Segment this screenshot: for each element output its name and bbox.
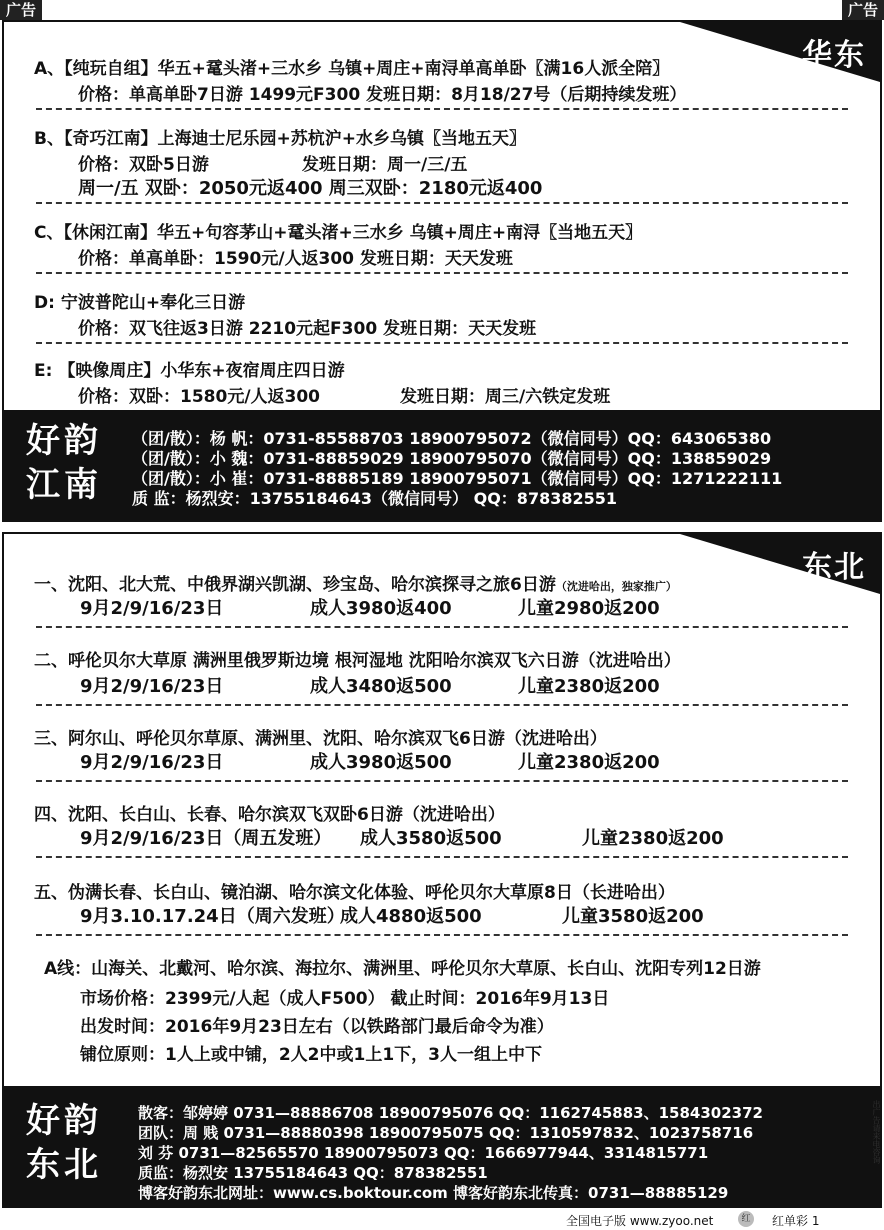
region-label-huadong: 华东 — [802, 38, 866, 73]
contact-2: （团/散）：小 魏：0731-88859029 18900795070（微信同号）QQ：138859029 — [132, 449, 772, 468]
ad-tag-left: 广告 — [0, 0, 42, 20]
route-2-title: 二、呼伦贝尔大草原 满洲里俄罗斯边境 根河湿地 沈阳哈尔滨双飞六日游（沈进哈出） — [34, 651, 681, 671]
route-3-date: 9月2/9/16/23日 — [80, 752, 224, 773]
route-3-child: 儿童2380返200 — [518, 752, 660, 773]
contact-4: 质 监：杨烈安：13755184643（微信同号） QQ：878382551 — [132, 489, 618, 508]
route-4-adult: 成人3580返500 — [360, 828, 502, 849]
divider — [36, 626, 848, 628]
divider — [36, 856, 848, 858]
item-e-title: E: 【映像周庄】小华东+夜宿周庄四日游 — [34, 361, 345, 381]
item-a-title: A、【纯玩自组】华五+鼋头渚+三水乡 乌镇+周庄+南浔单高单卧〖满16人派全陪〗 — [34, 59, 670, 79]
route-5-title: 五、伪满长春、长白山、镜泊湖、哈尔滨文化体验、呼伦贝尔大草原8日（长进哈出） — [34, 883, 675, 903]
item-b-title: B、【奇巧江南】上海迪士尼乐园+苏杭沪+水乡乌镇〖当地五天〗 — [34, 129, 526, 149]
item-d-title: D: 宁波普陀山+奉化三日游 — [34, 293, 246, 313]
route-5-date: 9月3.10.17.24日（周六发班） — [80, 906, 345, 927]
aline-price: 市场价格：2399元/人起（成人F500） 截止时间：2016年9月13日 — [80, 989, 610, 1009]
dongbei-section — [2, 532, 882, 1208]
route-1-note: （沈进哈出，独家推广） — [555, 580, 677, 593]
huadong-footer — [4, 410, 880, 520]
item-c-line1: 价格：单高单卧：1590元/人返300 发班日期：天天发班 — [78, 249, 513, 269]
contact-3: 刘 芬 0731—82565570 18900795073 QQ：1666977944、3314815771 — [138, 1144, 709, 1162]
brand-line1: 好韵 — [26, 421, 102, 461]
item-e-line2: 发班日期：周三/六铁定发班 — [400, 387, 611, 407]
divider — [36, 202, 848, 204]
aline-depart: 出发时间：2016年9月23日左右（以铁路部门最后命令为准） — [80, 1017, 554, 1037]
route-1-child: 儿童2980返200 — [518, 598, 660, 619]
ad-tag-right: 广告 — [842, 0, 884, 20]
divider — [36, 780, 848, 782]
item-b-line1: 价格：双卧5日游 — [78, 155, 209, 175]
divider — [36, 108, 848, 110]
aline-berth: 铺位原则：1人上或中铺，2人2中或1上1下，3人一组上中下 — [80, 1045, 542, 1065]
site-url[interactable]: 全国电子版 www.zyoo.net — [566, 1214, 714, 1228]
item-c-title: C、【休闲江南】华五+句容茅山+鼋头渚+三水乡 乌镇+周庄+南浔〖当地五天〗 — [34, 223, 643, 243]
divider — [36, 704, 848, 706]
contact-3: （团/散）：小 崔：0731-88885189 18900795071（微信同号）QQ：1271222111 — [132, 469, 783, 488]
badge-icon: 红 — [738, 1211, 754, 1227]
dongbei-footer — [4, 1086, 880, 1206]
route-1-title — [34, 570, 677, 595]
route-5-adult: 成人4880返500 — [340, 906, 482, 927]
route-2-date: 9月2/9/16/23日 — [80, 676, 224, 697]
route-4-date: 9月2/9/16/23日（周五发班） — [80, 828, 332, 849]
route-3-adult: 成人3980返500 — [310, 752, 452, 773]
contact-1: 散客：邹婷婷 0731—88886708 18900795076 QQ：1162745883、1584302372 — [138, 1104, 763, 1122]
divider — [36, 934, 848, 936]
contact-2: 团队：周 贱 0731—88880398 18900795075 QQ：1310597832、1023758716 — [138, 1124, 754, 1142]
route-3-title: 三、阿尔山、呼伦贝尔草原、满洲里、沈阳、哈尔滨双飞6日游（沈进哈出） — [34, 729, 607, 749]
page-label: 红单彩 1 — [772, 1214, 820, 1228]
divider — [36, 272, 848, 274]
contact-5: 博客好韵东北网址：www.cs.boktour.com 博客好韵东北传真：0731—88885129 — [138, 1184, 729, 1202]
item-b-line2: 发班日期：周一/三/五 — [302, 155, 468, 175]
divider — [36, 342, 848, 344]
brand-line2: 东北 — [26, 1145, 102, 1185]
route-2-child: 儿童2380返200 — [518, 676, 660, 697]
item-a-line1: 价格：单高单卧7日游 1499元F300 发班日期：8月18/27号（后期持续发班） — [78, 85, 687, 105]
route-1-title-text: 一、沈阳、北大荒、中俄界湖兴凯湖、珍宝岛、哈尔滨探寻之旅6日游 — [34, 575, 556, 595]
aline-title: A线：山海关、北戴河、哈尔滨、海拉尔、满洲里、呼伦贝尔大草原、长白山、沈阳专列12日游 — [44, 959, 761, 979]
item-b-line3: 周一/五 双卧：2050元返400 周三双卧：2180元返400 — [78, 178, 543, 199]
route-1-adult: 成人3980返400 — [310, 598, 452, 619]
brand-line1: 好韵 — [26, 1101, 102, 1141]
region-label-dongbei: 东北 — [802, 550, 866, 585]
route-4-child: 儿童2380返200 — [582, 828, 724, 849]
route-4-title: 四、沈阳、长白山、长春、哈尔滨双飞双卧6日游（沈进哈出） — [34, 805, 505, 825]
route-5-child: 儿童3580返200 — [562, 906, 704, 927]
bottom-bar — [0, 1210, 884, 1230]
item-d-line1: 价格：双飞往返3日游 2210元起F300 发班日期：天天发班 — [78, 319, 537, 339]
side-text: 出广告请来电咨询 — [872, 1100, 881, 1164]
contact-1: （团/散）：杨 帆：0731-85588703 18900795072（微信同号）QQ：643065380 — [132, 429, 772, 448]
route-1-date: 9月2/9/16/23日 — [80, 598, 224, 619]
brand-line2: 江南 — [26, 465, 102, 505]
huadong-section — [2, 20, 882, 522]
route-2-adult: 成人3480返500 — [310, 676, 452, 697]
item-e-line1: 价格：双卧：1580元/人返300 — [78, 387, 321, 407]
contact-4: 质监：杨烈安 13755184643 QQ：878382551 — [138, 1164, 488, 1182]
